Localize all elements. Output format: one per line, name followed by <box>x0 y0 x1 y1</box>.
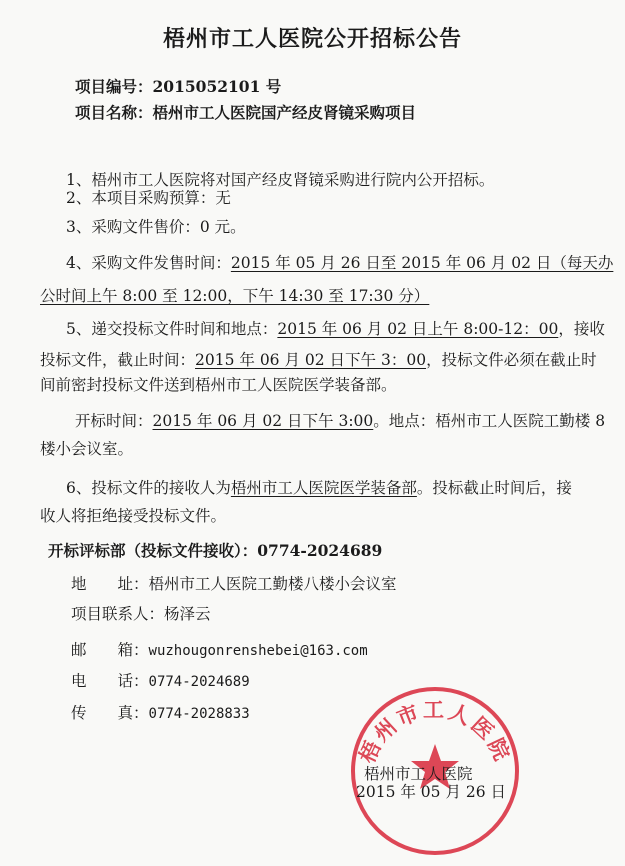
item-5-prefix: 5、递交投标文件时间和地点： <box>66 320 278 338</box>
item-3: 3、采购文件售价：0 元。 <box>66 218 246 236</box>
item-5-line-1 <box>66 319 605 339</box>
item-5-deadline-label: 投标文件，截止时间： <box>40 351 196 369</box>
fax-value: 0774-2028833 <box>148 706 250 722</box>
item-6-prefix: 6、投标文件的接收人为 <box>66 479 231 497</box>
item-6-receiver: 梧州市工人医院医学装备部 <box>230 479 417 497</box>
item-6-line-1 <box>66 478 572 498</box>
project-name-label: 项目名称： <box>75 103 153 122</box>
item-4-line-2 <box>40 286 429 306</box>
email-label: 邮 箱： <box>71 641 149 659</box>
contact-address <box>71 574 397 594</box>
item-1: 1、梧州市工人医院将对国产经皮肾镜采购进行院内公开招标。 <box>66 171 495 189</box>
email-value: wuzhougonrenshebei@163.com <box>148 643 368 659</box>
person-value: 杨泽云 <box>164 605 211 623</box>
item-4-office-hours: 公时间上午 8:00 至 12:00，下午 14:30 至 17:30 分） <box>40 287 430 305</box>
opening-line-2: 楼小会议室。 <box>40 440 134 458</box>
seal-text: 梧州市工人医院 <box>354 698 516 767</box>
item-4-line-1 <box>66 253 613 273</box>
contact-email <box>71 640 368 661</box>
phone-value: 0774-2024689 <box>148 674 250 690</box>
item-5-deadline: 2015 年 06 月 02 日下午 3：00 <box>195 351 427 369</box>
fax-label: 传 真： <box>71 704 149 722</box>
opening-location: 。地点：梧州市工人医院工勤楼 8 <box>373 412 606 430</box>
signature-date: 2015 年 05 月 26 日 <box>356 783 507 801</box>
contact-person <box>71 604 211 624</box>
item-6-suffix: 。投标截止时间后，接 <box>416 479 572 497</box>
signature-org: 梧州市工人医院 <box>364 765 473 783</box>
item-5-line-3: 间前密封投标文件送到梧州市工人医院医学装备部。 <box>40 376 397 394</box>
item-2: 2、本项目采购预算：无 <box>66 189 231 207</box>
project-name <box>75 103 416 123</box>
opening-line-1 <box>75 411 605 431</box>
project-number-label: 项目编号： <box>75 77 153 96</box>
contact-phone <box>71 671 250 692</box>
phone-label: 电 话： <box>71 672 149 690</box>
address-label: 地 址： <box>71 575 149 593</box>
item-6-line-2: 收人将拒绝接受投标文件。 <box>40 507 227 525</box>
contact-department: 开标评标部（投标文件接收）：0774-2024689 <box>48 541 383 560</box>
opening-label: 开标时间： <box>75 412 153 430</box>
item-5-suffix: ，接收 <box>558 320 605 338</box>
page-title: 梧州市工人医院公开招标公告 <box>162 27 462 52</box>
item-5-deadline-note: ，投标文件必须在截止时 <box>426 351 597 369</box>
item-5-line-2 <box>40 350 597 370</box>
address-value: 梧州市工人医院工勤楼八楼小会议室 <box>148 575 397 593</box>
contact-fax <box>71 703 250 724</box>
project-name-value: 梧州市工人医院国产经皮肾镜采购项目 <box>152 103 417 122</box>
project-number-value: 2015052101 号 <box>152 77 282 96</box>
person-label: 项目联系人： <box>71 605 165 623</box>
project-number <box>75 77 281 97</box>
item-5-submit-time: 2015 年 06 月 02 日上午 8:00-12：00 <box>277 320 559 338</box>
item-4-prefix: 4、采购文件发售时间： <box>66 254 231 272</box>
opening-time: 2015 年 06 月 02 日下午 3:00 <box>152 412 374 430</box>
item-4-sale-period: 2015 年 05 月 26 日至 2015 年 06 月 02 日（每天办 <box>230 254 614 272</box>
